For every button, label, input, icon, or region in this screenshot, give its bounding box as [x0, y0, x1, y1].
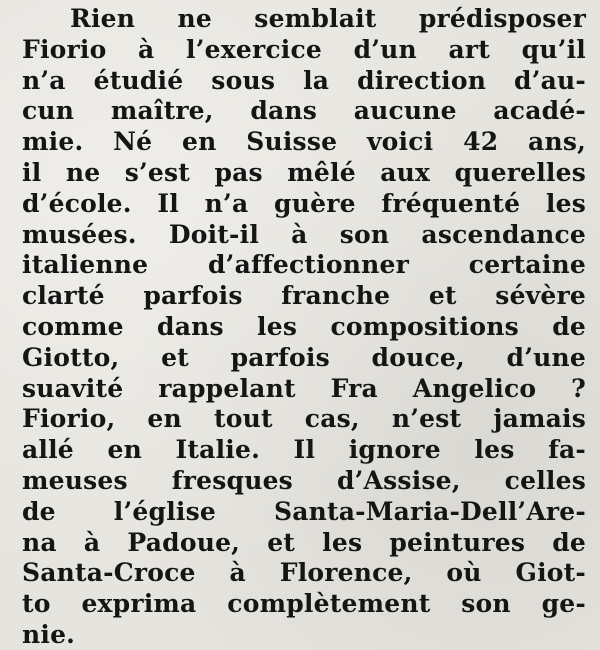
text-line: suavité rappelant Fra Angelico ?	[22, 373, 586, 403]
text-line: Giotto, et parfois douce, d’une	[22, 342, 586, 372]
text-line: italienne d’affectionner certaine	[22, 250, 586, 280]
text-line: clarté parfois franche et sévère	[22, 281, 586, 311]
text-line: mie. Né en Suisse voici 42 ans,	[22, 127, 586, 157]
text-line: na à Padoue, et les peintures de	[22, 527, 586, 557]
text-line: il ne s’est pas mêlé aux querelles	[22, 157, 586, 187]
text-line: Santa-Croce à Florence, où Giot-	[22, 558, 586, 588]
text-line: de l’église Santa-Maria-Dell’Are-	[22, 496, 586, 526]
text-line: cun maître, dans aucune acadé-	[22, 96, 586, 126]
text-line: meuses fresques d’Assise, celles	[22, 465, 586, 495]
article-paragraph	[22, 4, 586, 650]
text-line: allé en Italie. Il ignore les fa-	[22, 435, 586, 465]
text-line: musées. Doit-il à son ascendance	[22, 219, 586, 249]
text-line: comme dans les compositions de	[22, 311, 586, 341]
text-line: n’a étudié sous la direction d’au-	[22, 65, 586, 95]
text-line: nie.	[22, 619, 76, 649]
text-line: Fiorio, en tout cas, n’est jamais	[22, 404, 586, 434]
text-line: to exprima complètement son ge-	[22, 589, 586, 619]
text-line: d’école. Il n’a guère fréquenté les	[22, 188, 586, 218]
text-line: Rien ne semblait prédisposer	[70, 4, 586, 33]
text-line: Fiorio à l’exercice d’un art qu’il	[22, 34, 586, 64]
